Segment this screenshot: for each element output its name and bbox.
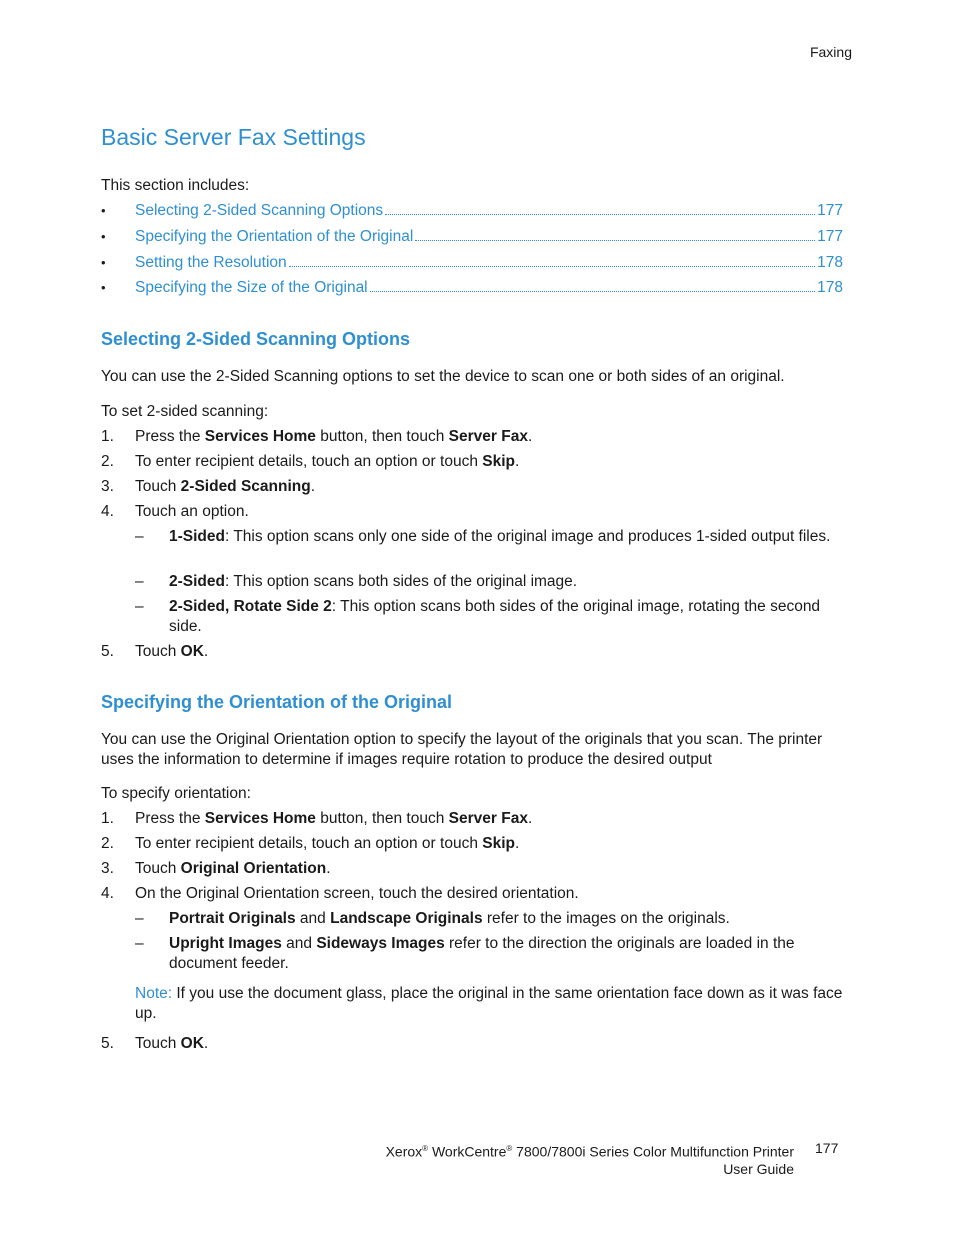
toc-item[interactable] xyxy=(101,254,843,274)
dash: – xyxy=(135,528,144,545)
note xyxy=(135,984,846,1024)
step-number: 2. xyxy=(101,453,114,470)
toc-link[interactable]: Specifying the Size of the Original xyxy=(135,279,368,296)
sub-step-text: 2-Sided: This option scans both sides of the original image. xyxy=(169,573,578,590)
step-number: 5. xyxy=(101,1035,114,1052)
dash: – xyxy=(135,598,144,615)
toc-item[interactable] xyxy=(101,279,843,299)
step-number: 1. xyxy=(101,428,114,445)
step-text: To enter recipient details, touch an option or touch Skip. xyxy=(135,835,520,852)
footer-product: Xerox® WorkCentre® 7800/7800i Series Color Multifunction Printer xyxy=(385,1143,794,1160)
section-paragraph: You can use the 2-Sided Scanning options to set the device to scan one or both sides of an original. xyxy=(101,368,785,385)
step-number: 4. xyxy=(101,885,114,902)
note-label: Note: xyxy=(135,985,173,1002)
toc-page-number[interactable]: 177 xyxy=(817,202,843,219)
step-text: Touch OK. xyxy=(135,1035,209,1052)
dash: – xyxy=(135,573,144,590)
step-text: Touch 2-Sided Scanning. xyxy=(135,478,316,495)
page-title: Basic Server Fax Settings xyxy=(101,124,366,150)
toc-page-number[interactable]: 178 xyxy=(817,279,843,296)
step-text: Press the Services Home button, then touch Server Fax. xyxy=(135,810,533,827)
toc-item[interactable] xyxy=(101,228,843,248)
toc-link[interactable]: Setting the Resolution xyxy=(135,254,287,271)
note-text: If you use the document glass, place the original in the same orientation face down as it was face up. xyxy=(135,985,843,1022)
toc-link[interactable]: Specifying the Orientation of the Original xyxy=(135,228,414,245)
step-text: Press the Services Home button, then touch Server Fax. xyxy=(135,428,533,445)
step-number: 4. xyxy=(101,503,114,520)
step-text: Touch OK. xyxy=(135,643,209,660)
toc-leader xyxy=(289,265,815,267)
page-footer xyxy=(386,1140,794,1178)
step-text: On the Original Orientation screen, touch the desired orientation. xyxy=(135,885,579,902)
toc-leader xyxy=(385,213,815,215)
dash: – xyxy=(135,935,144,952)
toc-page-number[interactable]: 177 xyxy=(817,228,843,245)
bullet: • xyxy=(101,255,106,270)
toc-page-number[interactable]: 178 xyxy=(817,254,843,271)
sub-step-text: Portrait Originals and Landscape Originals refer to the images on the originals. xyxy=(169,910,730,927)
running-header: Faxing xyxy=(809,44,852,60)
section-paragraph: You can use the Original Orientation option to specify the layout of the originals that you scan. The printer uses the information to determine if images require rotation to produce the desired output xyxy=(101,731,823,768)
toc-intro: This section includes: xyxy=(101,177,250,194)
toc-leader xyxy=(370,290,815,292)
sub-step-text: 1-Sided: This option scans only one side of the original image and produces 1-sided output files. xyxy=(169,528,831,545)
sub-step-text: 2-Sided, Rotate Side 2: This option scans both sides of the original image, rotating the second side. xyxy=(169,598,821,635)
toc-link[interactable]: Selecting 2-Sided Scanning Options xyxy=(135,202,384,219)
section-heading: Selecting 2-Sided Scanning Options xyxy=(101,329,411,349)
dash: – xyxy=(135,910,144,927)
toc-item[interactable] xyxy=(101,202,843,222)
step-text: Touch an option. xyxy=(135,503,249,520)
footer-guide: User Guide xyxy=(723,1160,794,1177)
step-number: 3. xyxy=(101,860,114,877)
step-number: 2. xyxy=(101,835,114,852)
section-heading: Specifying the Orientation of the Original xyxy=(101,692,453,712)
step-number: 1. xyxy=(101,810,114,827)
sub-step-text: Upright Images and Sideways Images refer to the direction the originals are loaded in the document feeder. xyxy=(169,935,795,972)
step-number: 3. xyxy=(101,478,114,495)
bullet: • xyxy=(101,203,106,218)
page-number: 177 xyxy=(815,1140,839,1156)
step-text: Touch Original Orientation. xyxy=(135,860,331,877)
procedure-lead: To specify orientation: xyxy=(101,785,251,802)
step-number: 5. xyxy=(101,643,114,660)
step-text: To enter recipient details, touch an option or touch Skip. xyxy=(135,453,520,470)
toc-leader xyxy=(415,239,815,241)
bullet: • xyxy=(101,280,106,295)
bullet: • xyxy=(101,229,106,244)
procedure-lead: To set 2-sided scanning: xyxy=(101,403,269,420)
